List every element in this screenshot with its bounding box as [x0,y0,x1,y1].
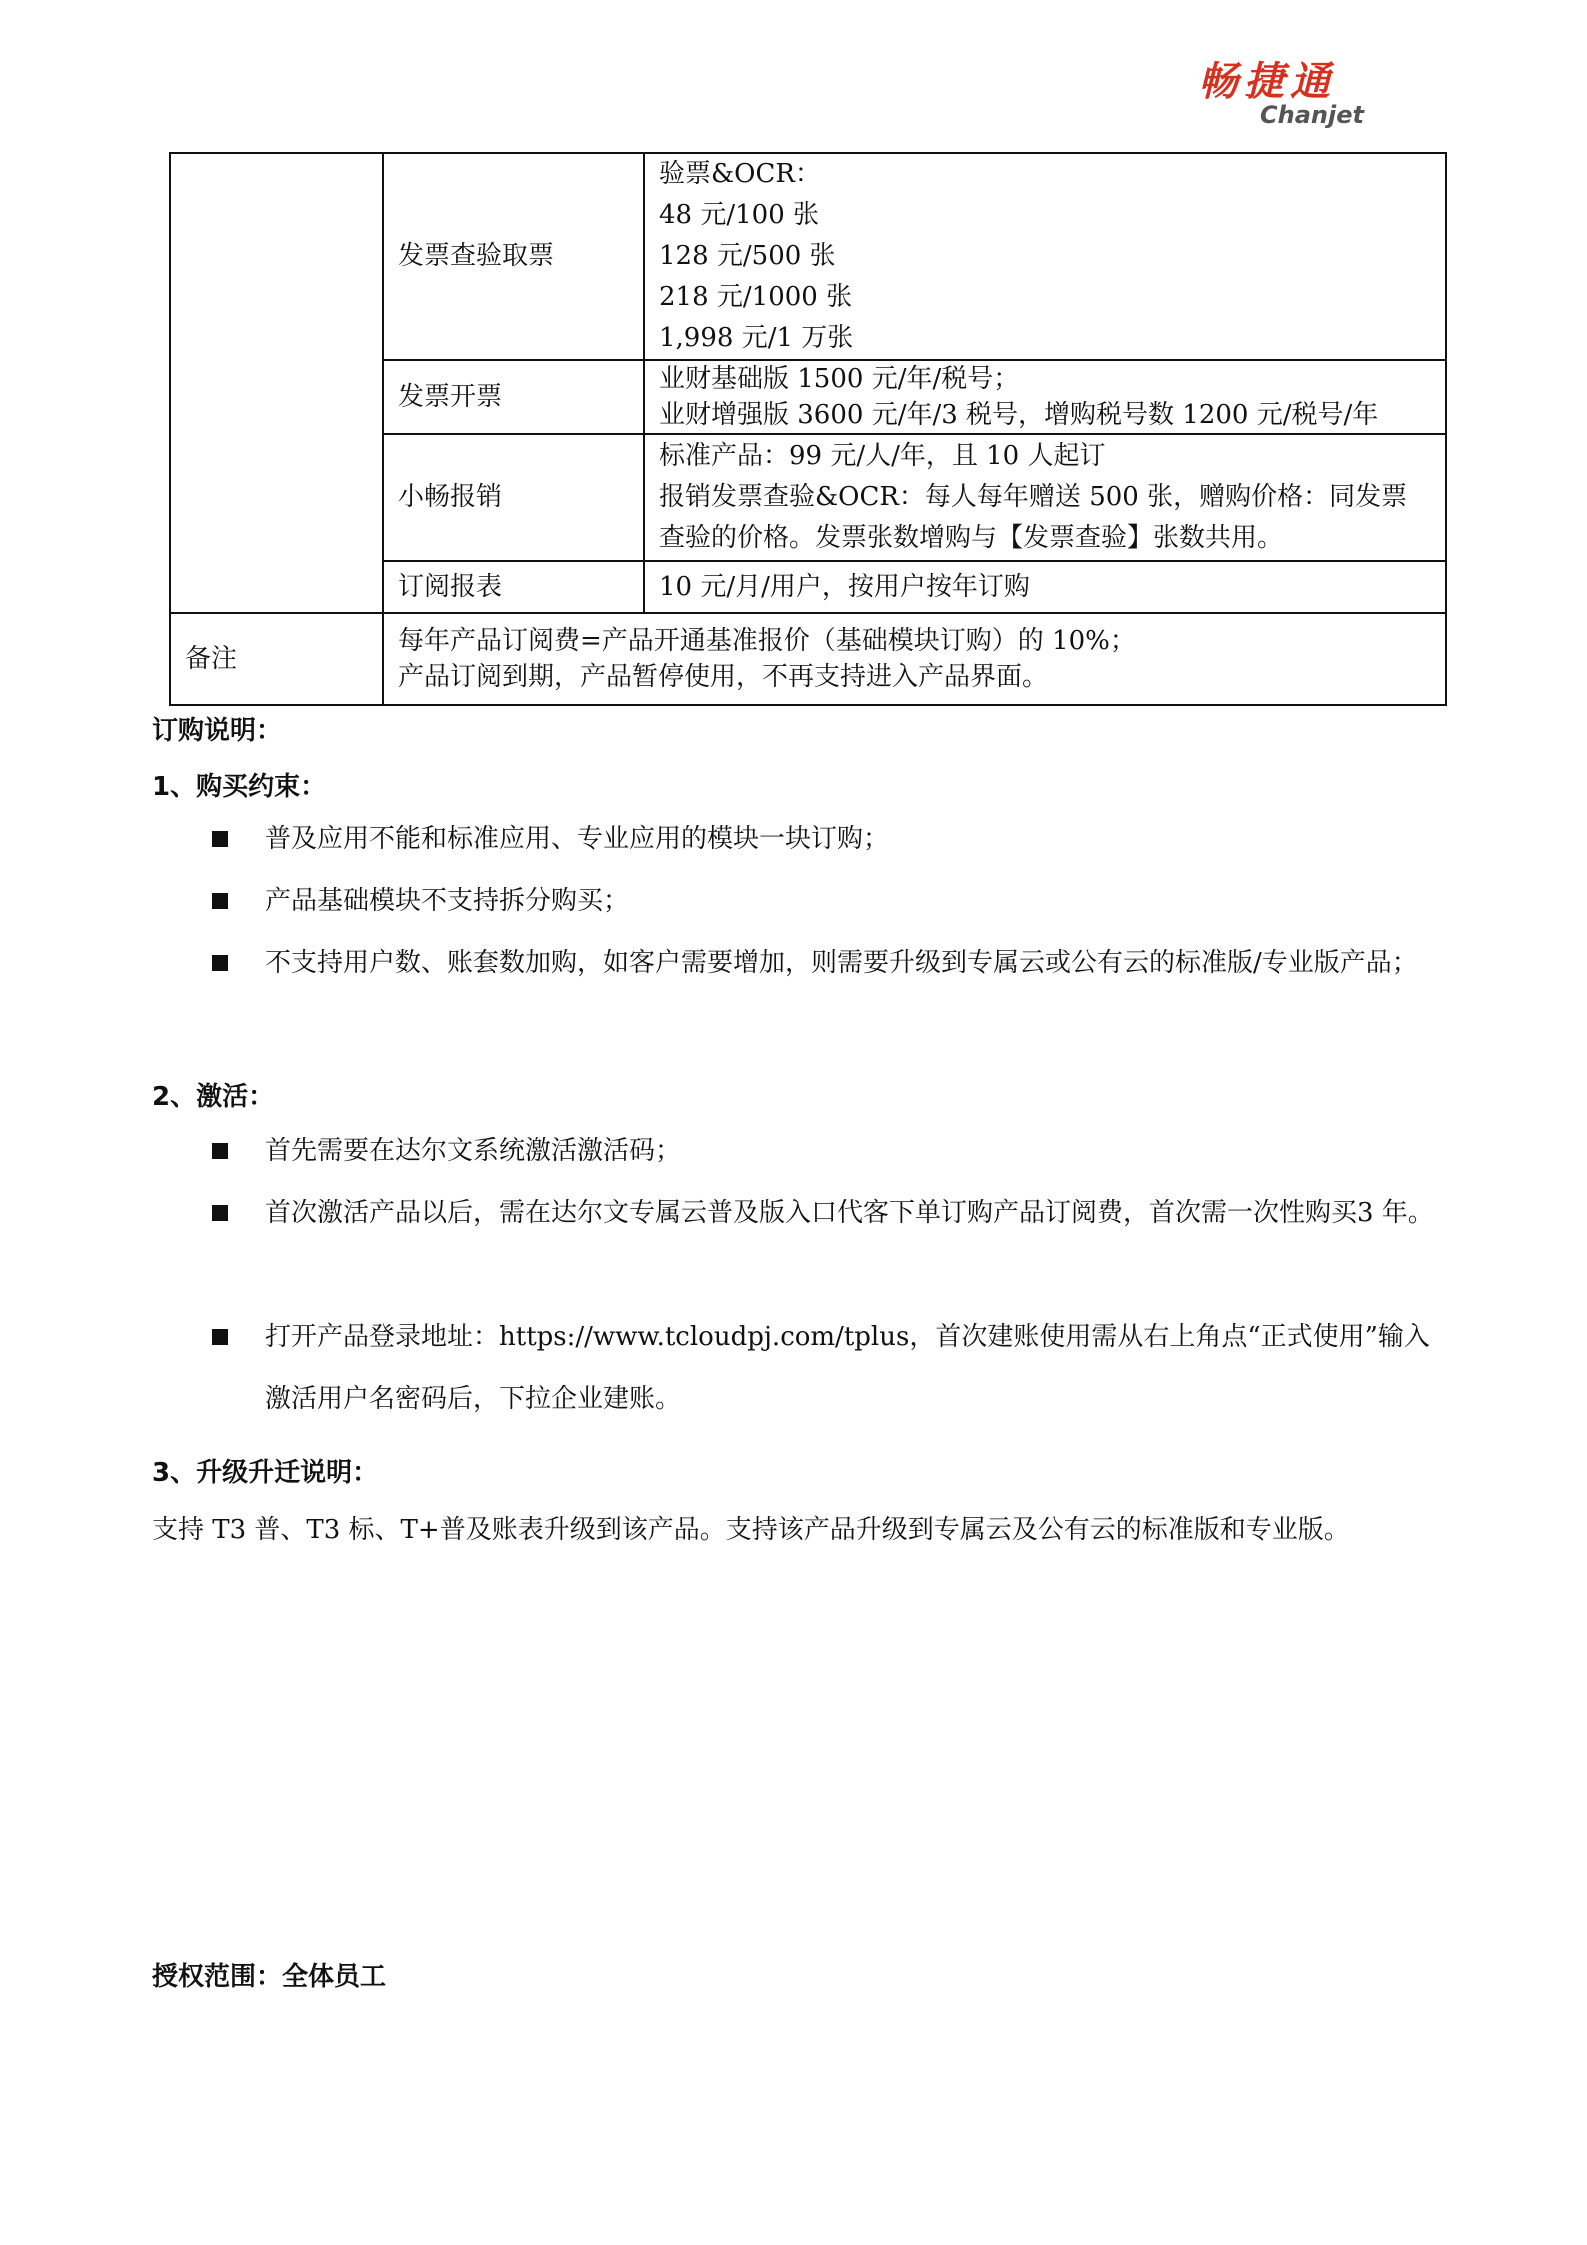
square-bullet-icon [212,955,228,971]
remark-line: 产品订阅到期，产品暂停使用，不再支持进入产品界面。 [398,662,1049,692]
section-3-body: 支持 T3 普、T3 标、T+普及账表升级到该产品。支持该产品升级到专属云及公有云的标准版和专业版。 [152,1515,1350,1545]
price-line: 48 元/100 张 [659,200,819,230]
square-bullet-icon [212,893,228,909]
square-bullet-icon [212,1205,228,1221]
price-line: 业财增强版 3600 元/年/3 税号，增购税号数 1200 元/税号/年 [659,400,1379,430]
chanjet-logo [1190,60,1410,132]
bullet-item [208,1182,1448,1244]
bullet-text: 首先需要在达尔文系统激活激活码； [265,1136,682,1166]
bullet-text: 打开产品登录地址：https://www.tcloudpj.com/tplus，首次建账使用需从右上角点“正式使用”输入激活用户名密码后，下拉企业建账。 [265,1322,1430,1414]
price-line: 1,998 元/1 万张 [659,323,854,353]
price-line: 标准产品：99 元/人/年，且 10 人起订 [659,441,1106,471]
price-cell [644,561,1446,613]
bullet-item [208,1306,1448,1430]
price-cell [644,153,1446,360]
remark-content-cell [383,613,1446,705]
price-line: 报销发票查验&OCR：每人每年赠送 500 张，赠购价格：同发票 [659,482,1408,512]
square-bullet-icon [212,1329,228,1345]
item-name-cell: 订阅报表 [383,561,644,613]
price-cell [644,434,1446,561]
item-name-cell: 发票查验取票 [383,153,644,360]
remark-label-cell: 备注 [170,613,383,705]
item-name-cell: 发票开票 [383,360,644,434]
bullet-item [208,870,1448,932]
price-cell [644,360,1446,434]
bullet-item [208,932,1448,994]
logo-chinese-text: 畅捷通 [1198,59,1336,105]
authorization-scope: 授权范围：全体员工 [152,1962,387,1992]
logo-english-text: Chanjet [1260,101,1364,129]
bullet-text: 普及应用不能和标准应用、专业应用的模块一块订购； [265,824,890,854]
merged-empty-cell [170,153,383,613]
remark-line: 每年产品订阅费=产品开通基准报价（基础模块订购）的 10%； [398,626,1136,656]
section-2-title: 2、激活： [152,1082,275,1112]
price-line: 查验的价格。发票张数增购与【发票查验】张数共用。 [659,523,1284,553]
remark-row [170,613,1446,705]
section-1-title: 1、购买约束： [152,772,327,802]
bullet-item [208,1120,1448,1182]
price-line: 验票&OCR： [659,159,821,189]
price-line: 218 元/1000 张 [659,282,853,312]
bullet-text: 不支持用户数、账套数加购，如客户需要增加，则需要升级到专属云或公有云的标准版/专业版产品； [265,948,1418,978]
pricing-table [169,152,1447,706]
order-instructions-title: 订购说明： [152,716,283,746]
table-row [170,153,1446,360]
bullet-text: 产品基础模块不支持拆分购买； [265,886,630,916]
square-bullet-icon [212,1143,228,1159]
price-line: 业财基础版 1500 元/年/税号； [659,364,1020,394]
section-3-title: 3、升级升迁说明： [152,1458,379,1488]
price-line: 128 元/500 张 [659,241,836,271]
bullet-item [208,808,1448,870]
item-name-cell: 小畅报销 [383,434,644,561]
bullet-text: 首次激活产品以后，需在达尔文专属云普及版入口代客下单订购产品订阅费，首次需一次性购买3 年。 [265,1198,1434,1228]
square-bullet-icon [212,831,228,847]
price-line: 10 元/月/用户，按用户按年订购 [659,571,1030,602]
